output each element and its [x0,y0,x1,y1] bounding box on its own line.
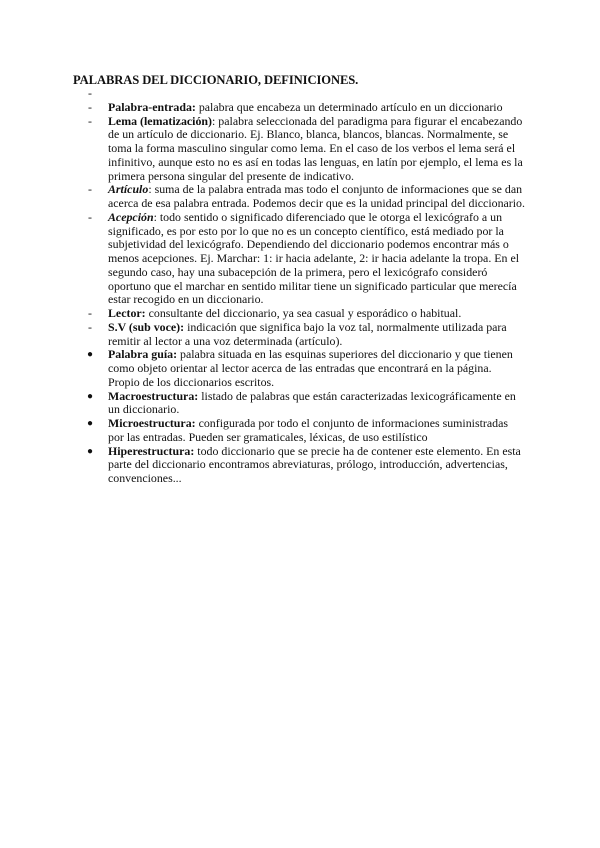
definition-text [108,445,525,486]
list-item [85,183,525,211]
bullet-icon: ● [87,418,94,429]
definition-term: Hiperestructura: [108,443,195,458]
list-item [85,101,525,115]
definition-body: palabra que encabeza un determinado artículo en un diccionario [195,99,503,114]
definition-body: indicación que significa bajo la voz tal, normalmente utilizada para remitir al lector a una voz determinada (artículo). [108,319,507,348]
bullet-icon: ● [87,390,94,402]
definition-body: : todo sentido o significado diferenciado que le otorga el lexicógrafo a un significado, es por esto por lo que no es un concepto científico, está mediado por la subjetividad del lexicógrafo. Dependiendo del diccionario podemos encontrar más o menos acepciones. Ej. Marchar: 1: ir hacia adelante, 2: ir hacia adelante la tropa. En el segundo caso, hay una subacepción de la primera, pero el lexicógrafo consideró oportuno que el marchar en sentido militar tiene un significado particular que merecía estar recogido en un diccionario. [108,209,520,307]
definition-body: palabra situada en las esquinas superiores del diccionario y que tienen como objeto orientar al lector acerca de las entradas que encontrará en la página. Propio de los diccionarios escritos. [108,347,513,389]
definition-term: Palabra-entrada: [108,99,196,114]
definition-body: configurada por todo el conjunto de informaciones suministradas por las entradas. Pueden ser gramaticales, léxicas, de uso estilístico [108,416,508,444]
definition-text [108,115,525,184]
definition-text [108,321,525,349]
dash-bullet: - [88,319,92,334]
definition-text [108,101,525,115]
bullet-icon: ● [87,349,94,361]
list-item [85,417,525,445]
definition-text [108,183,525,211]
list-item [85,445,525,486]
definition-term: Lema (lematización) [108,113,213,128]
definition-text [108,417,525,445]
list-item [85,115,525,184]
list-item [85,211,525,307]
definition-term: Microestructura: [108,416,196,430]
list-item [85,307,525,321]
definition-term: Macroestructura: [108,388,199,403]
definition-term: Acepción [108,209,154,224]
dash-bullet: - [88,306,92,320]
list-item [85,348,525,389]
dash-bullet: - [88,209,92,224]
definition-term: S.V (sub voce): [108,319,185,334]
definition-text [108,348,525,389]
list-item [85,390,525,418]
bullet-icon: ● [87,445,94,457]
definition-text [108,307,525,321]
definition-list [85,87,525,486]
dash-bullet: - [88,182,92,197]
definition-term: Lector: [108,306,146,320]
definition-text [108,87,525,101]
definition-body: : suma de la palabra entrada mas todo el conjunto de informaciones que se dan acerca de esa palabra entrada. Podemos decir que es la unidad principal del diccionario. [108,182,525,210]
list-item [85,87,525,101]
dash-bullet: - [88,86,92,100]
definition-term: Artículo [108,182,149,197]
definition-body: consultante del diccionario, ya sea casual y esporádico o habitual. [145,306,462,320]
definition-term: Palabra guía: [108,347,178,362]
definition-text [108,211,525,307]
page-title: PALABRAS DEL DICCIONARIO, DEFINICIONES. [73,73,359,87]
definition-text [108,390,525,418]
dash-bullet: - [88,99,92,114]
dash-bullet: - [88,113,92,128]
definition-body: todo diccionario que se precie ha de contener este elemento. En esta parte del diccionario encontramos abreviaturas, prólogo, introducción, advertencias, convenciones... [108,443,521,485]
definition-body: : palabra seleccionada del paradigma para figurar el encabezando de un artículo de diccionario. Ej. Blanco, blanca, blancos, blancas. Normalmente, se toma la forma masculino singular como lema. En el caso de los verbos el lema será el infinitivo, aunque esto no es así en todas las lenguas, en latín por ejemplo, el lema es la primera persona singular del presente de indicativo. [108,113,523,183]
definition-body: listado de palabras que están caracterizadas lexicográficamente en un diccionario. [108,388,516,417]
list-item [85,321,525,349]
